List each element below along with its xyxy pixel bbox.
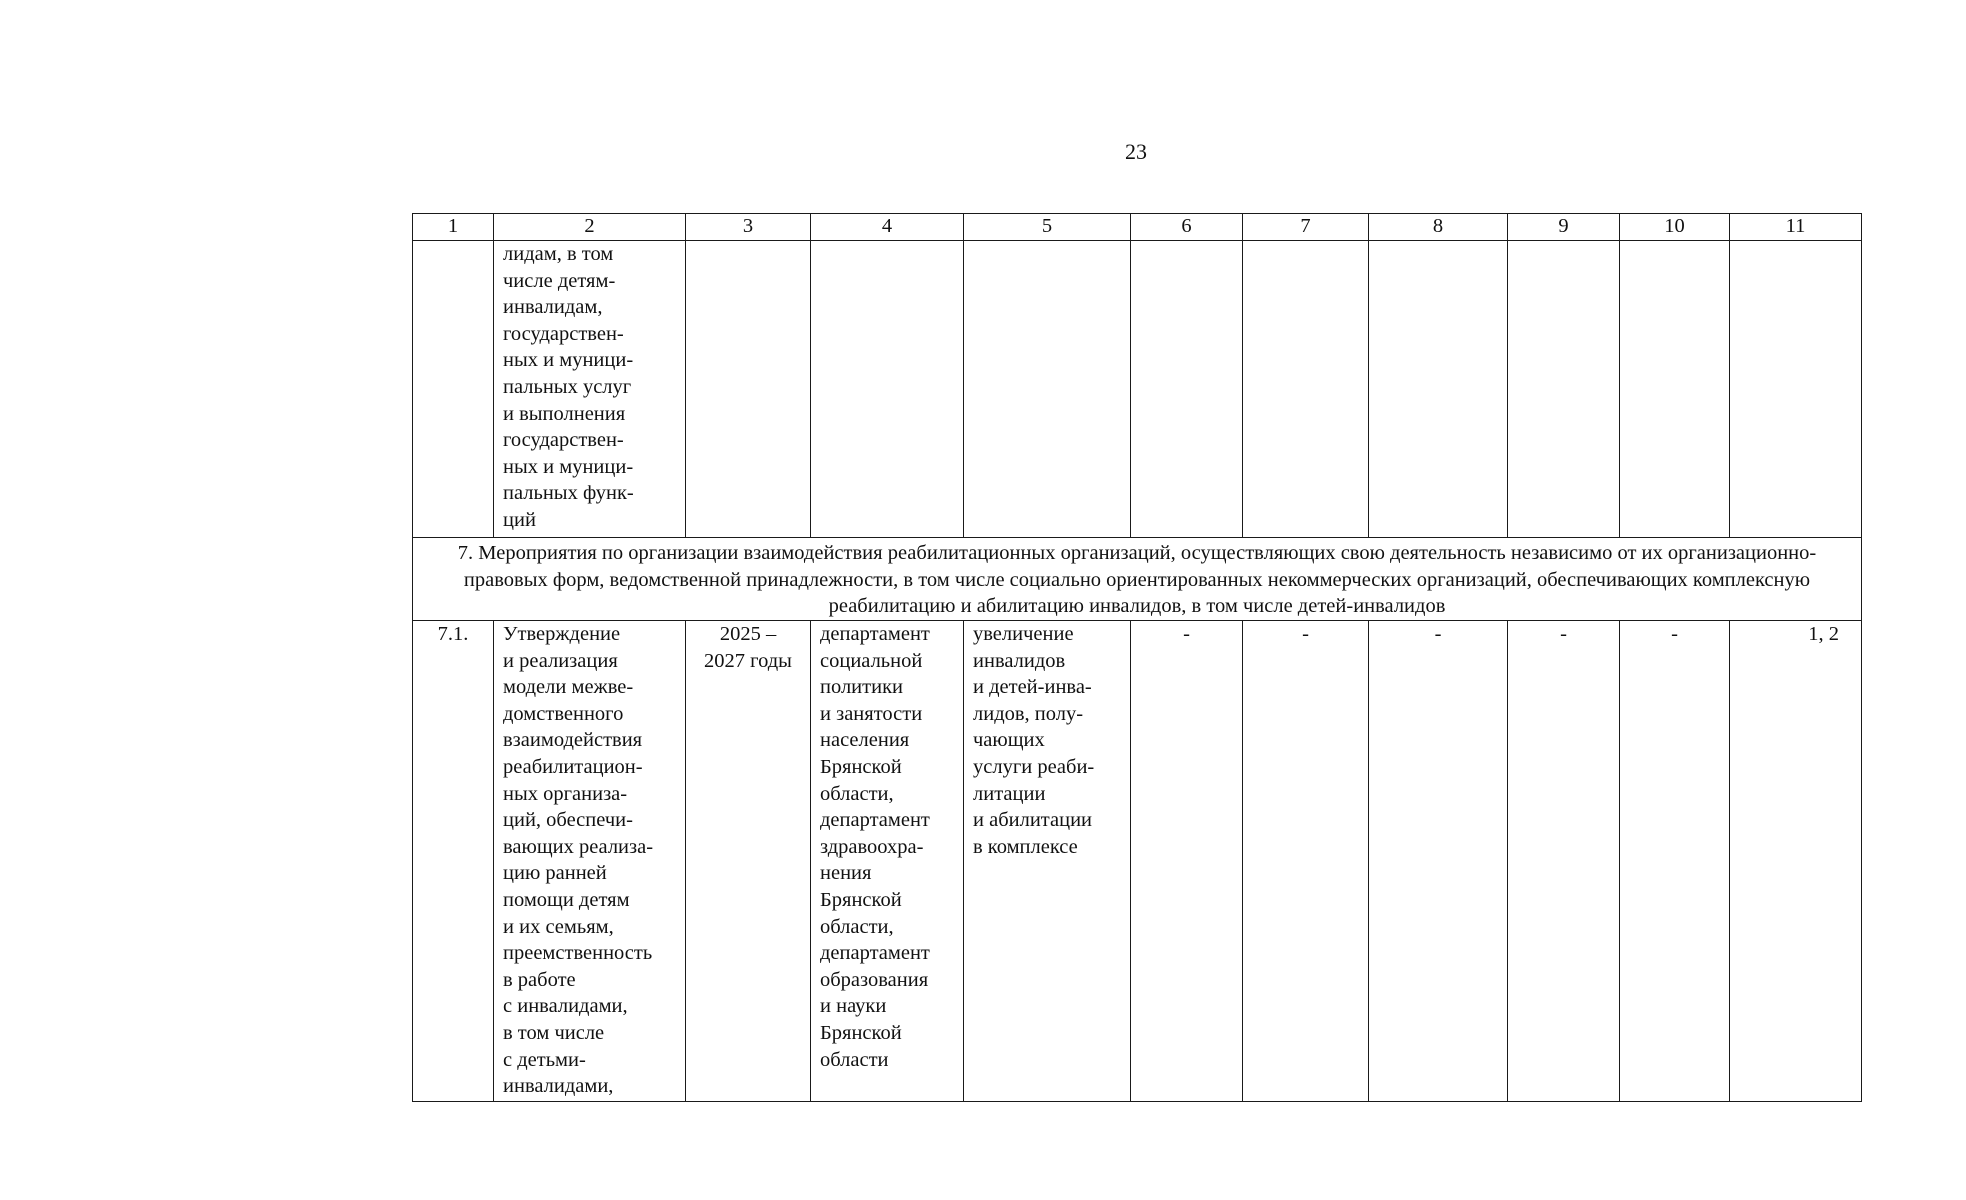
text-line: в работе [503, 968, 576, 991]
table-cell [1620, 241, 1730, 538]
table-cell [964, 241, 1131, 538]
table-cell [1730, 241, 1862, 538]
text-line: числе детям- [503, 269, 616, 292]
text-line: и абилитации [973, 809, 1093, 832]
text-line: в том числе [503, 1021, 605, 1044]
result-cell [964, 621, 1131, 1102]
text-line: области, [820, 782, 894, 805]
measures-table [412, 213, 1862, 1102]
text-line: Утверждение [503, 623, 621, 645]
text-line: ных и муници- [503, 455, 634, 478]
text-line: образования [820, 968, 929, 991]
text-line: услуги реаби- [973, 755, 1095, 778]
text-line: инвалидов [973, 649, 1066, 672]
table-cell [1243, 241, 1369, 538]
column-header: 9 [1508, 214, 1620, 241]
text-line: и детей-инва- [973, 676, 1092, 699]
text-line: и выполнения [503, 402, 626, 425]
table-cell [1131, 241, 1243, 538]
text-line: в комплексе [973, 835, 1078, 858]
text-line: модели межве- [503, 676, 634, 699]
text-line: лидам, в том [503, 243, 614, 265]
text-line: домственного [503, 702, 624, 725]
text-line: пальных функ- [503, 482, 634, 505]
text-line: населения [820, 729, 910, 752]
column-header: 10 [1620, 214, 1730, 241]
text-line: ных и муници- [503, 349, 634, 372]
text-line: цию ранней [503, 862, 607, 885]
text-line: здравоохра- [820, 835, 924, 858]
period-cell [686, 621, 811, 1102]
text-line: и реализация [503, 649, 618, 672]
responsible-cell [811, 621, 964, 1102]
table-cell-col8: - [1369, 621, 1508, 1102]
text-line: преемственность [503, 942, 653, 965]
text-line: взаимодействия [503, 729, 643, 752]
column-header: 11 [1730, 214, 1862, 241]
table-cell [413, 241, 494, 538]
text-line: чающих [973, 729, 1045, 752]
table-cell [811, 241, 964, 538]
section-heading-row [413, 538, 1862, 621]
column-header: 5 [964, 214, 1131, 241]
text-line: пальных услуг [503, 375, 632, 398]
text-line: реабилитацион- [503, 755, 643, 778]
text-line: ций [503, 508, 536, 531]
text-line: ных организа- [503, 782, 628, 805]
column-header: 1 [413, 214, 494, 241]
text-line: помощи детям [503, 888, 630, 911]
text-line: государствен- [503, 429, 624, 452]
text-line: инвалидами, [503, 1075, 614, 1098]
text-line: социальной [820, 649, 923, 672]
text-line: 2025 – [719, 623, 777, 645]
text-line: вающих реализа- [503, 835, 654, 858]
table-cell [1508, 241, 1620, 538]
text-line: политики [820, 676, 904, 699]
text-line: инвалидам, [503, 296, 603, 319]
column-header: 8 [1369, 214, 1508, 241]
text-line: департамент [820, 623, 930, 645]
text-line: нения [820, 862, 872, 885]
text-line: и их семьям, [503, 915, 614, 938]
section-heading: 7. Мероприятия по организации взаимодействия реабилитационных организаций, осуществляющих свою деятельность независимо от их организационно-правовых форм, ведомственной принадлежности, в том числе социально ориентированных некоммерческих организаций, обеспечивающих комплексную реабилитацию и абилитацию инвалидов, в том числе детей-инвалидов [413, 538, 1862, 621]
text-line: ций, обеспечи- [503, 809, 633, 832]
column-header: 6 [1131, 214, 1243, 241]
text-line: и науки [820, 995, 887, 1018]
table-cell-col11: 1, 2 [1730, 621, 1862, 1102]
column-header: 4 [811, 214, 964, 241]
text-line: департамент [820, 809, 930, 832]
table-cell-col7: - [1243, 621, 1369, 1102]
text-line: области [820, 1048, 889, 1071]
text-line: лидов, полу- [973, 702, 1084, 725]
text-line: с инвалидами, [503, 995, 628, 1018]
text-line: департамент [820, 942, 930, 965]
table-cell-col10: - [1620, 621, 1730, 1102]
table-row-7-1 [413, 621, 1862, 1102]
page-number: 23 [1125, 139, 1147, 164]
text-line: области, [820, 915, 894, 938]
column-header: 7 [1243, 214, 1369, 241]
table-cell-col9: - [1508, 621, 1620, 1102]
column-header: 2 [494, 214, 686, 241]
table-cell [686, 241, 811, 538]
table-header-row [413, 214, 1862, 241]
text-line: Брянской [820, 888, 902, 911]
item-number: 7.1. [413, 621, 494, 1102]
text-line: Брянской [820, 755, 902, 778]
text-line: Брянской [820, 1021, 902, 1044]
text-line: увеличение [973, 623, 1074, 645]
column-header: 3 [686, 214, 811, 241]
table-row-continuation [413, 241, 1862, 538]
text-line: и занятости [820, 702, 923, 725]
text-line: 2027 годы [704, 649, 792, 672]
text-line: литации [973, 782, 1046, 805]
text-line: государствен- [503, 322, 624, 345]
text-line: с детьми- [503, 1048, 586, 1071]
continuation-text-cell [494, 241, 686, 538]
measure-cell [494, 621, 686, 1102]
table-cell-col6: - [1131, 621, 1243, 1102]
table-cell [1369, 241, 1508, 538]
